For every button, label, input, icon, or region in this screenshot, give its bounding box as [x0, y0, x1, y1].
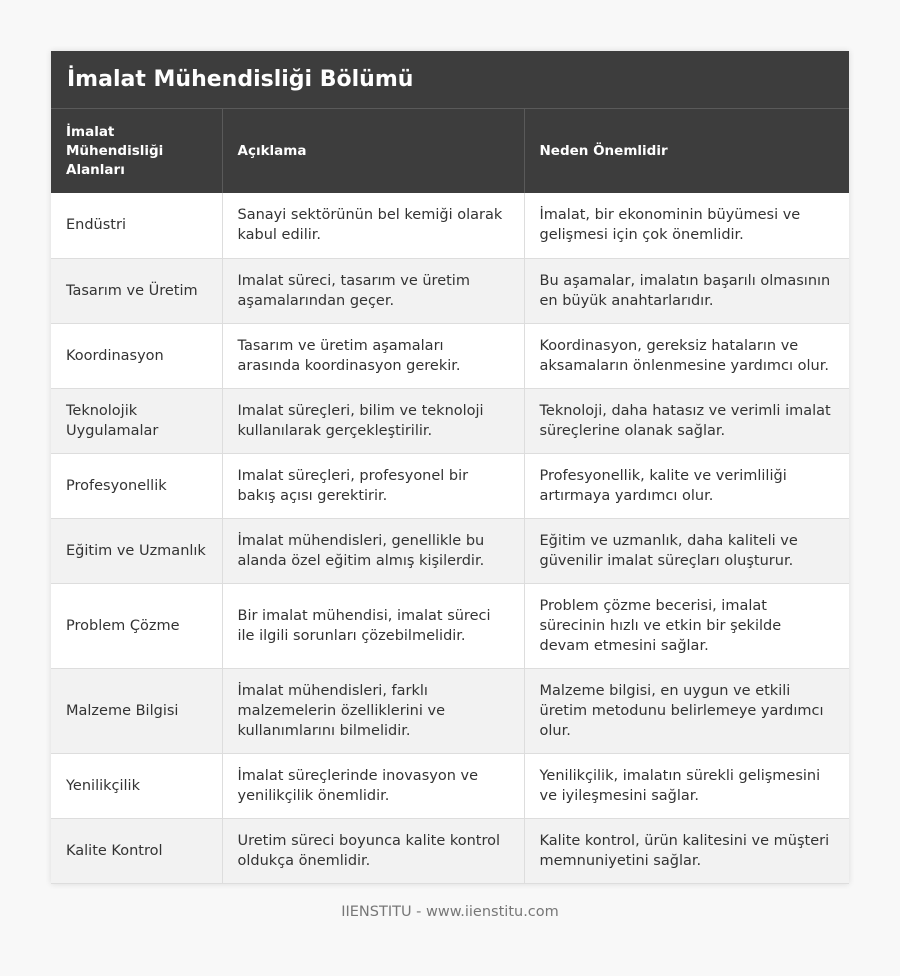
cell-importance: Teknoloji, daha hatasız ve verimli imalat süreçlerine olanak sağlar. — [524, 388, 849, 453]
cell-area: Tasarım ve Üretim — [51, 258, 222, 323]
header-area: İmalat Mühendisliği Alanları — [51, 109, 222, 193]
table-row — [51, 258, 849, 323]
cell-area: Koordinasyon — [51, 323, 222, 388]
cell-description: İmalat mühendisleri, farklı malzemelerin özelliklerini ve kullanımlarını bilmelidir. — [222, 668, 524, 753]
table-row — [51, 453, 849, 518]
cell-description: Imalat süreçleri, profesyonel bir bakış açısı gerektirir. — [222, 453, 524, 518]
table-title: İmalat Mühendisliği Bölümü — [51, 51, 849, 109]
data-table — [51, 109, 849, 884]
header-description: Açıklama — [222, 109, 524, 193]
table-row — [51, 388, 849, 453]
table-header — [51, 109, 849, 193]
table-row — [51, 518, 849, 583]
table-row — [51, 818, 849, 883]
cell-importance: Bu aşamalar, imalatın başarılı olmasının en büyük anahtarlarıdır. — [524, 258, 849, 323]
table-row — [51, 193, 849, 258]
table-body — [51, 193, 849, 883]
cell-description: Imalat süreci, tasarım ve üretim aşamalarından geçer. — [222, 258, 524, 323]
footer-credit: IIENSTITU - www.iienstitu.com — [341, 904, 559, 920]
table-card — [51, 51, 849, 884]
cell-description: İmalat süreçlerinde inovasyon ve yenilikçilik önemlidir. — [222, 753, 524, 818]
cell-importance: İmalat, bir ekonominin büyümesi ve gelişmesi için çok önemlidir. — [524, 193, 849, 258]
table-row — [51, 753, 849, 818]
cell-area: Eğitim ve Uzmanlık — [51, 518, 222, 583]
table-row — [51, 583, 849, 668]
cell-importance: Profesyonellik, kalite ve verimliliği artırmaya yardımcı olur. — [524, 453, 849, 518]
cell-description: Uretim süreci boyunca kalite kontrol oldukça önemlidir. — [222, 818, 524, 883]
cell-description: Imalat süreçleri, bilim ve teknoloji kullanılarak gerçekleştirilir. — [222, 388, 524, 453]
header-importance: Neden Önemlidir — [524, 109, 849, 193]
cell-area: Teknolojik Uygulamalar — [51, 388, 222, 453]
cell-area: Endüstri — [51, 193, 222, 258]
cell-description: Sanayi sektörünün bel kemiği olarak kabul edilir. — [222, 193, 524, 258]
cell-importance: Eğitim ve uzmanlık, daha kaliteli ve güvenilir imalat süreçları oluşturur. — [524, 518, 849, 583]
cell-area: Problem Çözme — [51, 583, 222, 668]
table-row — [51, 323, 849, 388]
cell-area: Malzeme Bilgisi — [51, 668, 222, 753]
table-row — [51, 668, 849, 753]
cell-description: İmalat mühendisleri, genellikle bu alanda özel eğitim almış kişilerdir. — [222, 518, 524, 583]
cell-area: Kalite Kontrol — [51, 818, 222, 883]
cell-importance: Kalite kontrol, ürün kalitesini ve müşteri memnuniyetini sağlar. — [524, 818, 849, 883]
cell-importance: Yenilikçilik, imalatın sürekli gelişmesini ve iyileşmesini sağlar. — [524, 753, 849, 818]
cell-description: Tasarım ve üretim aşamaları arasında koordinasyon gerekir. — [222, 323, 524, 388]
cell-area: Profesyonellik — [51, 453, 222, 518]
cell-importance: Koordinasyon, gereksiz hataların ve aksamaların önlenmesine yardımcı olur. — [524, 323, 849, 388]
cell-area: Yenilikçilik — [51, 753, 222, 818]
cell-importance: Problem çözme becerisi, imalat sürecinin hızlı ve etkin bir şekilde devam etmesini sağlar. — [524, 583, 849, 668]
cell-description: Bir imalat mühendisi, imalat süreci ile ilgili sorunları çözebilmelidir. — [222, 583, 524, 668]
cell-importance: Malzeme bilgisi, en uygun ve etkili üretim metodunu belirlemeye yardımcı olur. — [524, 668, 849, 753]
